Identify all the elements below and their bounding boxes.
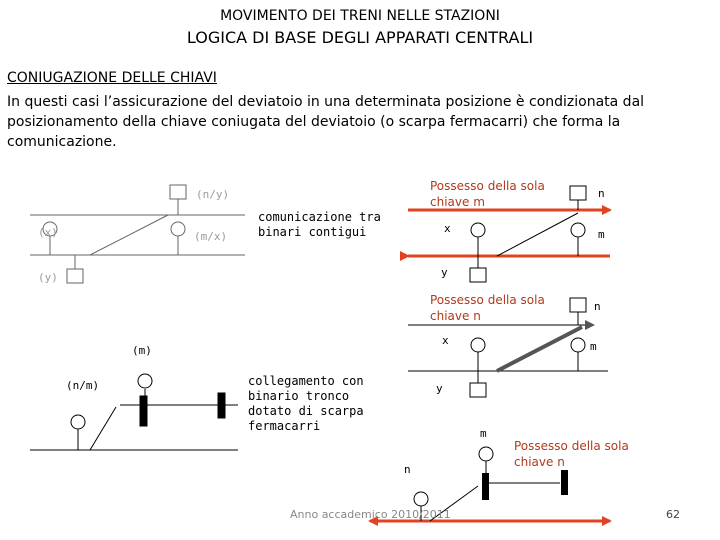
label-x: x (444, 222, 451, 235)
key-box-y (67, 269, 83, 283)
caption-stub-track: collegamento con binario tronco dotato di scarpa fermacarri (248, 374, 364, 433)
title-key-m: Possesso della sola chiave m (430, 179, 545, 209)
buffer-stop (218, 393, 225, 418)
crossover-line (90, 215, 168, 255)
signal-nm (71, 415, 85, 429)
label-y: y (436, 382, 443, 395)
label-n: n (594, 300, 601, 313)
crossover-line (497, 213, 578, 256)
key-box-n (570, 186, 586, 200)
title-key-n-stub: Possesso della sola chiave n (514, 439, 629, 469)
header-subtitle: LOGICA DI BASE DEGLI APPARATI CENTRALI (186, 28, 534, 47)
signal-x (471, 338, 485, 352)
signal-mx (171, 222, 185, 236)
label-y: (y) (38, 271, 58, 284)
section-body: In questi casi l’assicurazione del deviatoio in una determinata posizione è condizionata dal posizionamento della chiave coniugata del deviatoio (o scarpa fermacarri) che forma la comunicazione. (7, 94, 645, 150)
label-m: m (598, 228, 605, 241)
section-title: CONIUGAZIONE DELLE CHIAVI (7, 70, 217, 86)
label-m: m (590, 340, 597, 353)
signal-m (571, 338, 585, 352)
label-mx: (m/x) (194, 230, 228, 243)
turnout-line (90, 407, 116, 450)
diagram-4-stub-track (30, 374, 238, 450)
label-n: n (404, 463, 411, 476)
key-box-y (470, 383, 486, 397)
label-y: y (441, 266, 448, 279)
label-n: n (598, 187, 605, 200)
signal-m (479, 447, 493, 461)
buffer-stop (561, 470, 568, 495)
signal-m (138, 374, 152, 388)
label-m: (m) (132, 344, 152, 357)
label-x: x (442, 334, 449, 347)
label-nm: (n/m) (66, 379, 100, 392)
footer-academic-year: Anno accademico 2010/2011 (290, 508, 451, 521)
key-box-n (570, 298, 586, 312)
caption-communication: comunicazione tra binari contigui (258, 210, 381, 239)
key-box-ny (170, 185, 186, 199)
label-m: m (480, 427, 487, 440)
signal-n (414, 492, 428, 506)
label-ny: (n/y) (196, 188, 230, 201)
signal-x (471, 223, 485, 237)
header-title: MOVIMENTO DEI TRENI NELLE STAZIONI (220, 8, 500, 24)
label-x: (x) (38, 226, 58, 239)
crossover-route-thick (497, 327, 582, 371)
derailer-block (140, 396, 147, 426)
key-box-y (470, 268, 486, 282)
page-number: 62 (666, 508, 680, 521)
signal-m (571, 223, 585, 237)
title-key-n: Possesso della sola chiave n (430, 293, 545, 323)
